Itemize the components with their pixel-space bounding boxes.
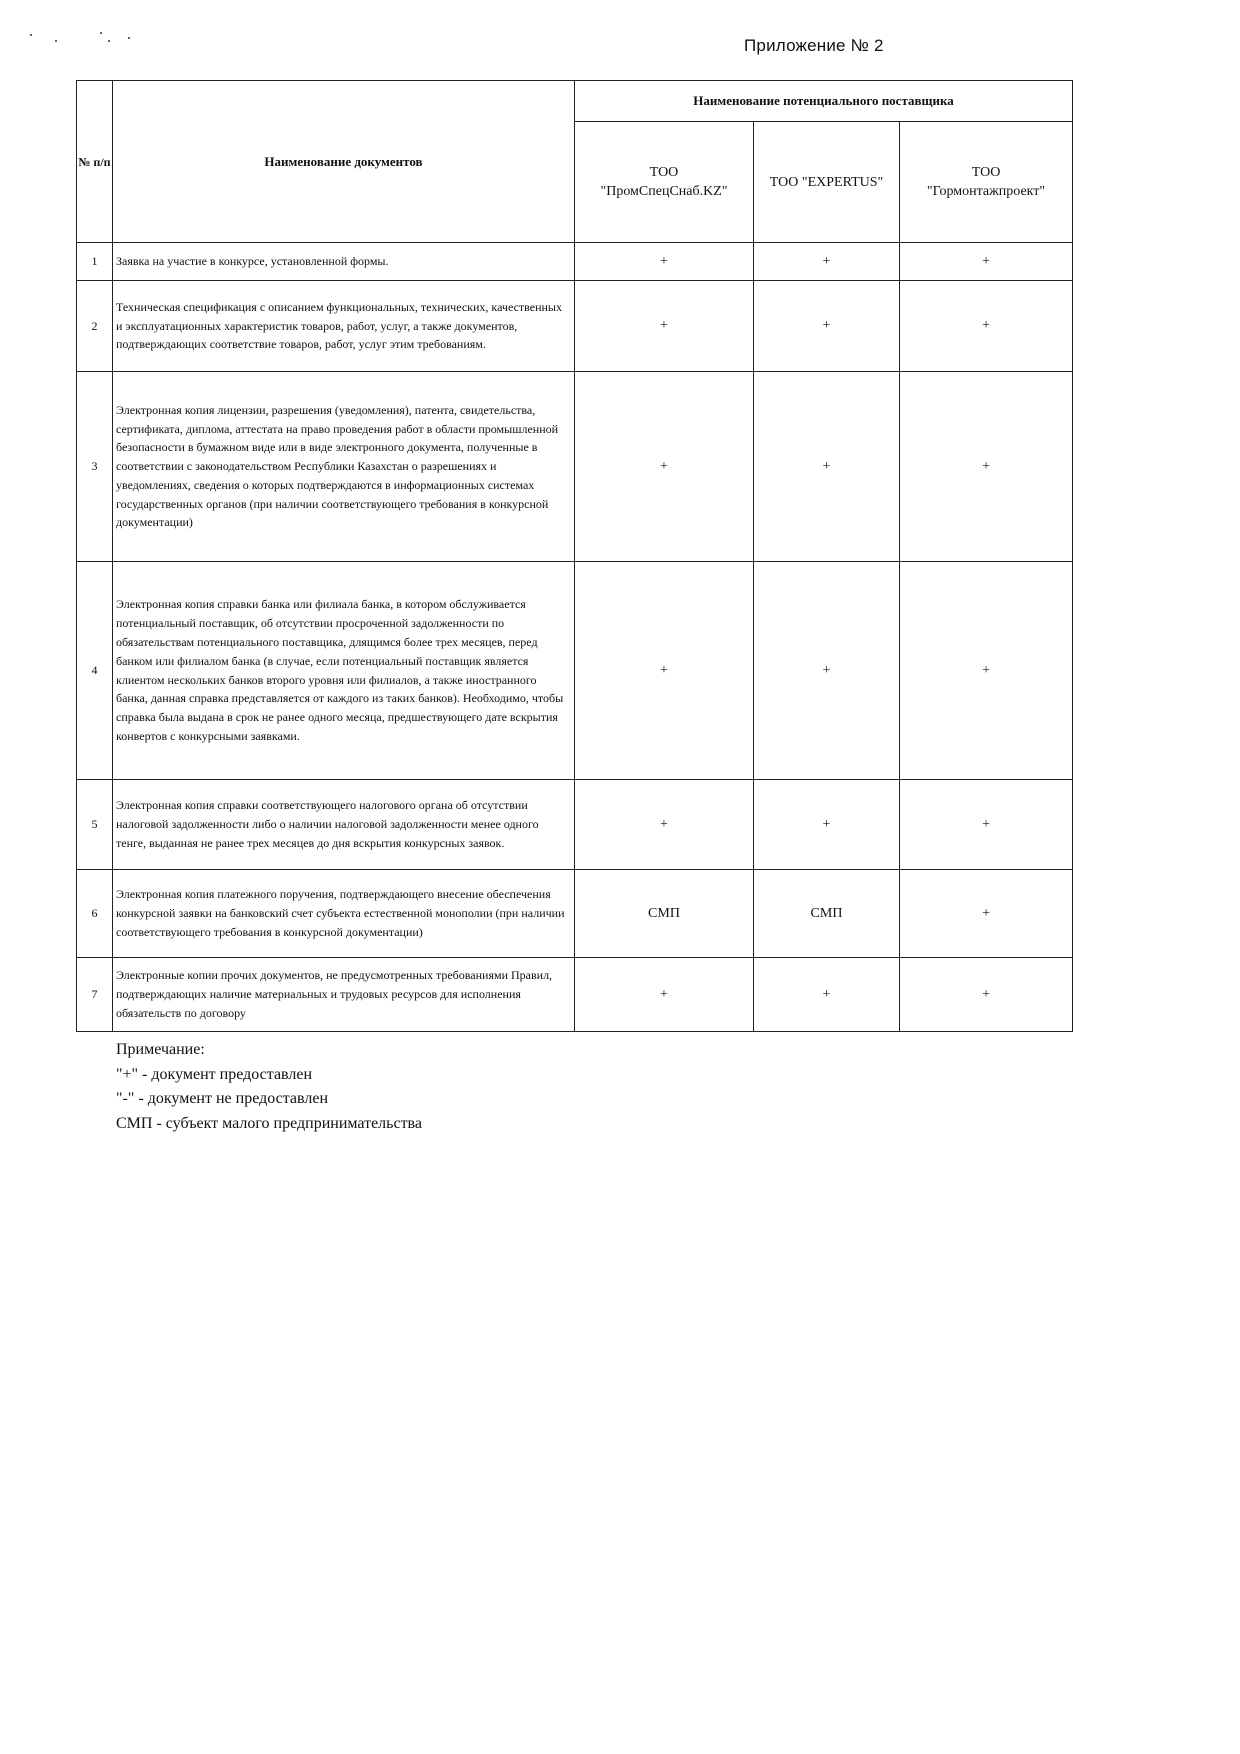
row-mark-supplier-3: +	[900, 780, 1073, 870]
scan-speck	[30, 34, 32, 36]
row-mark-supplier-3: +	[900, 562, 1073, 780]
header-supplier-2	[754, 122, 900, 243]
row-mark-supplier-1: +	[575, 780, 754, 870]
scan-speck	[100, 32, 102, 34]
table-row	[77, 562, 1073, 780]
row-number: 4	[77, 562, 113, 780]
scan-speck	[108, 40, 110, 42]
table-row	[77, 243, 1073, 281]
row-mark-supplier-3: +	[900, 958, 1073, 1032]
row-number: 5	[77, 780, 113, 870]
row-mark-supplier-1: СМП	[575, 870, 754, 958]
row-document: Техническая спецификация с описанием функциональных, технических, качественных и эксплуатационных характеристик товаров, работ, услуг, а также документов, подтверждающих соответствие товаров, работ, услуг этим требованиям.	[113, 281, 575, 372]
row-mark-supplier-2: +	[754, 243, 900, 281]
notes-title: Примечание:	[116, 1041, 205, 1058]
row-document: Электронные копии прочих документов, не предусмотренных требованиями Правил, подтверждающих наличие материальных и трудовых ресурсов для исполнения обязательств по договору	[113, 958, 575, 1032]
row-number: 1	[77, 243, 113, 281]
row-document: Электронная копия справки соответствующего налогового органа об отсутствии налоговой задолженности либо о наличии налоговой задолженности менее одного тенге, выданная не ранее трех месяцев до дня вскрытия конкурсных заявок.	[113, 780, 575, 870]
table-row	[77, 780, 1073, 870]
row-number: 3	[77, 372, 113, 562]
documents-table	[76, 80, 1073, 1032]
note-item: "-" - документ не предоставлен	[116, 1090, 329, 1107]
header-supplier-1	[575, 122, 754, 243]
row-mark-supplier-1: +	[575, 372, 754, 562]
row-mark-supplier-2: +	[754, 780, 900, 870]
row-mark-supplier-2: +	[754, 958, 900, 1032]
appendix-title: Приложение № 2	[744, 36, 884, 55]
row-mark-supplier-3: +	[900, 281, 1073, 372]
header-number: № п/п	[77, 81, 113, 243]
scan-speck	[128, 37, 130, 39]
row-document: Электронная копия справки банка или филиала банка, в котором обслуживается потенциальный поставщик, об отсутствии просроченной задолженности по обязательствам потенциального поставщика, длящимся более трех месяцев, перед банком или филиалом банка (в случае, если потенциальный поставщик является клиентом нескольких банков второго уровня или филиалов, а также иностранного банка, данная справка представляется от каждого из таких банков). Необходимо, чтобы справка была выдана в срок не ранее одного месяца, предшествующего дате вскрытия конвертов с конкурсными заявками.	[113, 562, 575, 780]
row-mark-supplier-1: +	[575, 281, 754, 372]
notes-block	[116, 1038, 422, 1136]
supplier-name: ТОО "EXPERTUS"	[769, 174, 884, 190]
row-document: Электронная копия платежного поручения, подтверждающего внесение обеспечения конкурсной заявки на банковский счет субъекта естественной монополии (при наличии соответствующего требования в конкурсной документации)	[113, 870, 575, 958]
row-number: 6	[77, 870, 113, 958]
row-mark-supplier-2: СМП	[754, 870, 900, 958]
row-mark-supplier-3: +	[900, 870, 1073, 958]
header-supplier-group: Наименование потенциального поставщика	[575, 81, 1073, 122]
table-row	[77, 372, 1073, 562]
row-mark-supplier-2: +	[754, 372, 900, 562]
supplier-name: ТОО "Гормонтажпроект"	[926, 165, 1046, 199]
row-mark-supplier-3: +	[900, 243, 1073, 281]
row-mark-supplier-2: +	[754, 562, 900, 780]
row-document: Заявка на участие в конкурсе, установленной формы.	[113, 243, 575, 281]
row-mark-supplier-1: +	[575, 243, 754, 281]
note-item: СМП - субъект малого предпринимательства	[116, 1114, 422, 1132]
row-number: 7	[77, 958, 113, 1032]
row-mark-supplier-1: +	[575, 958, 754, 1032]
row-mark-supplier-1: +	[575, 562, 754, 780]
row-number: 2	[77, 281, 113, 372]
row-document: Электронная копия лицензии, разрешения (уведомления), патента, свидетельства, сертификата, диплома, аттестата на право проведения работ в области промышленной безопасности в бумажном виде или в виде электронного документа, полученные в соответствии с законодательством Республики Казахстан о разрешениях и уведомлениях, сведения о которых подтверждаются в информационных системах государственных органов (при наличии соответствующего требования в конкурсной документации)	[113, 372, 575, 562]
supplier-name: ТОО "ПромСпецСнаб.KZ"	[600, 165, 728, 199]
table-row	[77, 281, 1073, 372]
row-mark-supplier-2: +	[754, 281, 900, 372]
row-mark-supplier-3: +	[900, 372, 1073, 562]
scan-speck	[55, 40, 57, 42]
table-row	[77, 958, 1073, 1032]
table-header-row	[77, 81, 1073, 122]
header-documents: Наименование документов	[113, 81, 575, 243]
note-item: "+" - документ предоставлен	[116, 1065, 313, 1083]
header-supplier-3	[900, 122, 1073, 243]
table-row	[77, 870, 1073, 958]
